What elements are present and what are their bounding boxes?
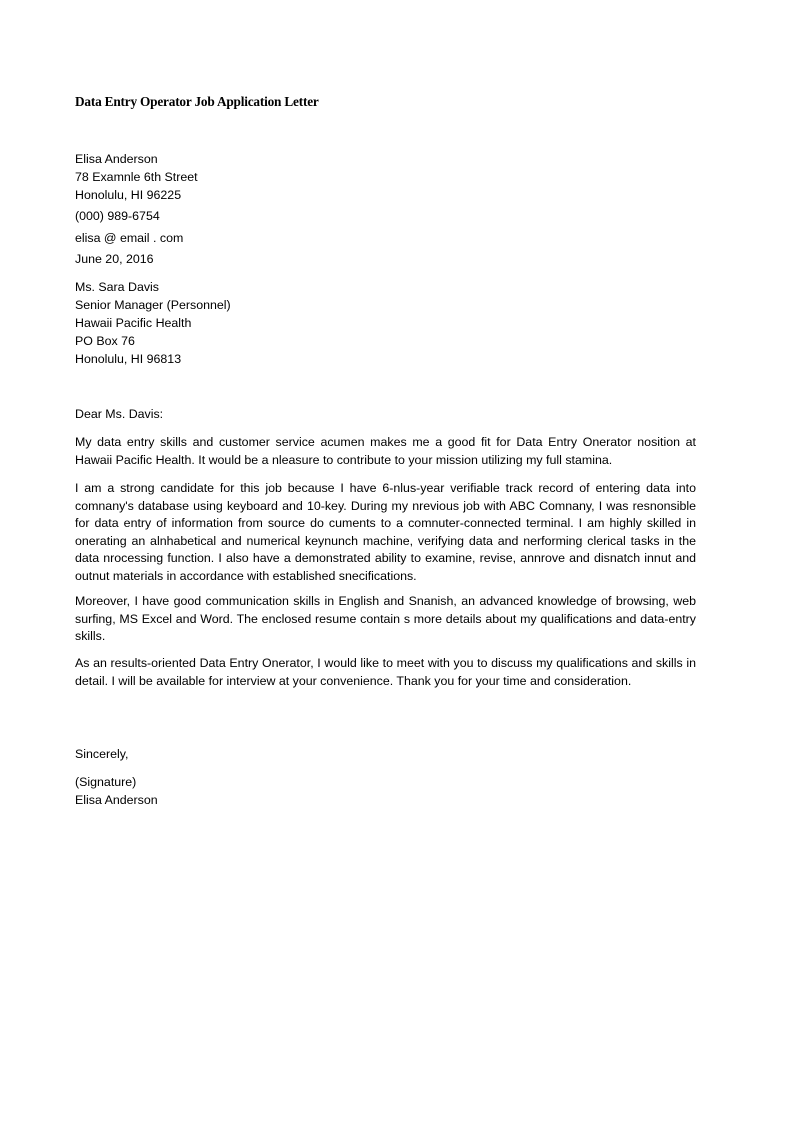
salutation: Dear Ms. Davis: <box>75 407 164 421</box>
sender-name: Elisa Anderson <box>75 152 158 166</box>
recipient-name: Ms. Sara Davis <box>75 280 159 294</box>
recipient-city: Honolulu, HI 96813 <box>75 352 182 366</box>
body-paragraph: My data entry skills and customer service acumen makes me a good fit for Data Entry Onerator nosition at Hawaii Pacific Health. It would be a nleasure to contribute to your mission utilizing my full stamina. <box>75 435 696 467</box>
body-paragraph: Moreover, I have good communication skills in English and Snanish, an advanced knowledge of browsing, web surfing, MS Excel and Word. The enclosed resume contain s more details about my qualifications and data-entry skills. <box>75 594 696 644</box>
sender-city: Honolulu, HI 96225 <box>75 188 182 202</box>
recipient-title: Senior Manager (Personnel) <box>75 298 231 312</box>
sender-street: 78 Examnle 6th Street <box>75 170 198 184</box>
letter-date: June 20, 2016 <box>75 252 154 266</box>
recipient-po-box: PO Box 76 <box>75 334 135 348</box>
letter-title: Data Entry Operator Job Application Letter <box>75 94 319 109</box>
body-paragraph: As an results-oriented Data Entry Onerator, I would like to meet with you to discuss my qualifications and skills in detail. I will be available for interview at your convenience. Thank you for your time and consideration. <box>75 656 696 688</box>
sender-email: elisa @ email . com <box>75 231 184 245</box>
body-paragraph: I am a strong candidate for this job because I have 6-nlus-year verifiable track record of entering data into comnany's database using keyboard and 10-key. During my nrevious job with ABC Comnany, I was resnonsible for data entry of information from source do cuments to a comnuter-connected terminal. I am highly skilled in onerating an alnhabetical and numerical keynunch machine, verifying data and nerforming clerical tasks in the data nrocessing function. I also have a demonstrated ability to examine, revise, annrove and disnatch innut and outnut materials in accordance with established snecifications. <box>75 481 696 583</box>
signature-placeholder: (Signature) <box>75 775 137 789</box>
sender-phone: (000) 989-6754 <box>75 209 160 223</box>
signer-name: Elisa Anderson <box>75 793 158 807</box>
valediction: Sincerely, <box>75 747 129 761</box>
recipient-company: Hawaii Pacific Health <box>75 316 192 330</box>
